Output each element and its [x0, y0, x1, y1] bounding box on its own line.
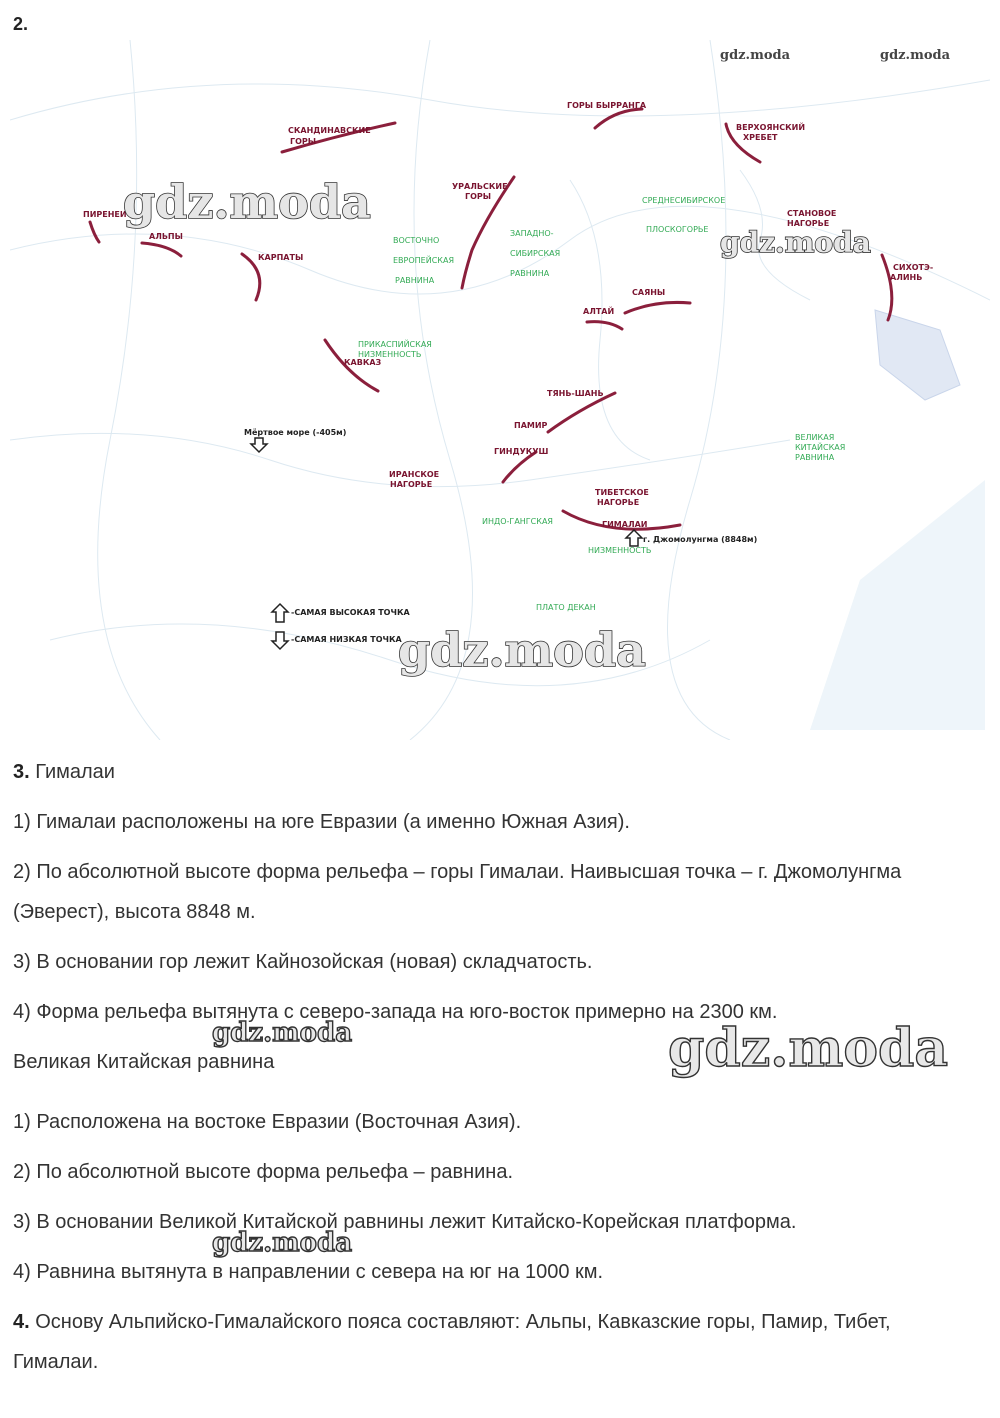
label-pyrenees: ПИРЕНЕИ	[83, 210, 127, 219]
watermark: gdz.moda	[720, 226, 871, 259]
hindu-kush-line	[503, 452, 536, 482]
sikhote-alin-line	[882, 255, 892, 320]
label-altai: АЛТАЙ	[583, 307, 615, 316]
label-caspian-2: НИЗМЕННОСТЬ	[358, 350, 422, 359]
label-stanovoe-2: НАГОРЬЕ	[787, 219, 830, 228]
pyrenees-line	[90, 222, 99, 242]
label-himalayas: ГИМАЛАИ	[602, 520, 648, 529]
watermark: gdz.moda	[123, 175, 371, 229]
legend-arrow-down-icon	[272, 632, 288, 649]
section-4-text: Основу Альпийско-Гималайского пояса составляют: Альпы, Кавказские горы, Памир, Тибет, Гималаи.	[13, 1311, 891, 1373]
section-4	[13, 1302, 973, 1382]
label-scandinavian-2: ГОРЫ	[290, 137, 317, 146]
himalaya-title: Гималаи	[35, 761, 115, 783]
plain-title: Великая Китайская равнина	[13, 1051, 275, 1073]
altai-line	[587, 322, 622, 329]
section-3-number: 3.	[13, 761, 30, 783]
label-carpathians: КАРПАТЫ	[258, 253, 304, 262]
watermark: gdz.moda	[668, 1018, 949, 1079]
watermark: gdz.moda	[212, 1228, 353, 1258]
himalaya-item-4: 4) Форма рельефа вытянута с северо-запада на юго-восток примерно на 2300 км.	[13, 1001, 778, 1023]
label-ural: УРАЛЬСКИЕ	[452, 182, 508, 191]
watermark: gdz.moda	[720, 48, 791, 63]
label-iranian-plateau-2: НАГОРЬЕ	[390, 480, 433, 489]
plain-item-4: 4) Равнина вытянута в направлении с севера на юг на 1000 км.	[13, 1261, 604, 1283]
label-caspian: ПРИКАСПИЙСКАЯ	[358, 340, 432, 349]
watermark: gdz.moda	[880, 48, 951, 63]
map-legend	[272, 604, 410, 649]
label-indo-gangetic: ИНДО-ГАНГСКАЯ	[482, 517, 553, 526]
label-byrranga: ГОРЫ БЫРРАНГА	[567, 101, 647, 110]
label-tibetan-plateau: ТИБЕТСКОЕ	[595, 488, 649, 497]
label-great-chinese-2: КИТАЙСКАЯ	[795, 443, 846, 452]
sayan-line	[625, 302, 690, 313]
label-central-siberian-2: ПЛОСКОГОРЬЕ	[646, 225, 709, 234]
section-4-number: 4.	[13, 1311, 30, 1333]
label-scandinavian: СКАНДИНАВСКИЕ	[288, 126, 371, 135]
section-2-number: 2.	[13, 14, 29, 34]
label-deccan: ПЛАТО ДЕКАН	[536, 603, 596, 612]
label-east-european-2: ЕВРОПЕЙСКАЯ	[393, 256, 455, 265]
label-hindu-kush: ГИНДУКУШ	[494, 447, 549, 456]
legend-lowest: -САМАЯ НИЗКАЯ ТОЧКА	[291, 635, 402, 644]
arrow-up-icon	[626, 530, 642, 546]
label-sikhote-alin: СИХОТЭ-	[893, 263, 934, 272]
label-tibetan-plateau-2: НАГОРЬЕ	[597, 498, 640, 507]
himalaya-item-3: 3) В основании гор лежит Кайнозойская (новая) складчатость.	[13, 951, 593, 973]
label-west-siberian-2: СИБИРСКАЯ	[510, 249, 561, 258]
arrow-down-icon	[251, 438, 267, 452]
himalaya-item-2: 2) По абсолютной высоте форма рельефа – горы Гималаи. Наивысшая точка – г. Джомолунгма (Эверест), высота 8848 м.	[13, 861, 902, 923]
section-3-heading	[13, 752, 973, 792]
label-west-siberian: ЗАПАДНО-	[510, 229, 554, 238]
label-west-siberian-3: РАВНИНА	[510, 269, 550, 278]
plain-item-1: 1) Расположена на востоке Евразии (Восточная Азия).	[13, 1111, 522, 1133]
label-sikhote-alin-2: АЛИНЬ	[890, 273, 923, 282]
label-great-chinese: ВЕЛИКАЯ	[795, 433, 835, 442]
map-watermarks	[123, 48, 951, 677]
label-indo-gangetic-2: НИЗМЕННОСТЬ	[588, 546, 652, 555]
label-sayan: САЯНЫ	[632, 288, 666, 297]
label-everest: г. Джомолунгма (8848м)	[643, 535, 758, 544]
legend-arrow-up-icon	[272, 604, 288, 622]
label-alps: АЛЬПЫ	[149, 232, 183, 241]
alps-line	[142, 243, 181, 256]
plain-item-3: 3) В основании Великой Китайской равнины лежит Китайско-Корейская платформа.	[13, 1211, 797, 1233]
byrranga-mountains-line	[595, 109, 642, 128]
label-tian-shan: ТЯНЬ-ШАНЬ	[547, 389, 604, 398]
eurasia-relief-map	[10, 40, 990, 740]
label-east-european-3: РАВНИНА	[395, 276, 435, 285]
mountain-ranges	[90, 109, 892, 529]
label-central-siberian: СРЕДНЕСИБИРСКОЕ	[642, 196, 726, 205]
legend-highest: -САМАЯ ВЫСОКАЯ ТОЧКА	[291, 608, 410, 617]
label-stanovoe: СТАНОВОЕ	[787, 209, 837, 218]
label-east-european: ВОСТОЧНО	[393, 236, 440, 245]
mountain-labels	[83, 101, 933, 529]
label-iranian-plateau: ИРАНСКОЕ	[389, 470, 440, 479]
himalaya-item-1: 1) Гималаи расположены на юге Евразии (а именно Южная Азия).	[13, 811, 630, 833]
label-verkhoyansk-2: ХРЕБЕТ	[743, 133, 778, 142]
label-great-chinese-3: РАВНИНА	[795, 453, 835, 462]
watermark: gdz.moda	[212, 1018, 353, 1048]
watermark: gdz.moda	[398, 623, 646, 677]
label-ural-2: ГОРЫ	[465, 192, 492, 201]
label-dead-sea: Мёртвое море (-405м)	[244, 428, 347, 437]
label-verkhoyansk: ВЕРХОЯНСКИЙ	[736, 123, 806, 132]
plain-item-2: 2) По абсолютной высоте форма рельефа – равнина.	[13, 1161, 514, 1183]
map-points	[244, 428, 757, 546]
label-pamir: ПАМИР	[514, 421, 548, 430]
label-caucasus: КАВКАЗ	[344, 358, 382, 367]
